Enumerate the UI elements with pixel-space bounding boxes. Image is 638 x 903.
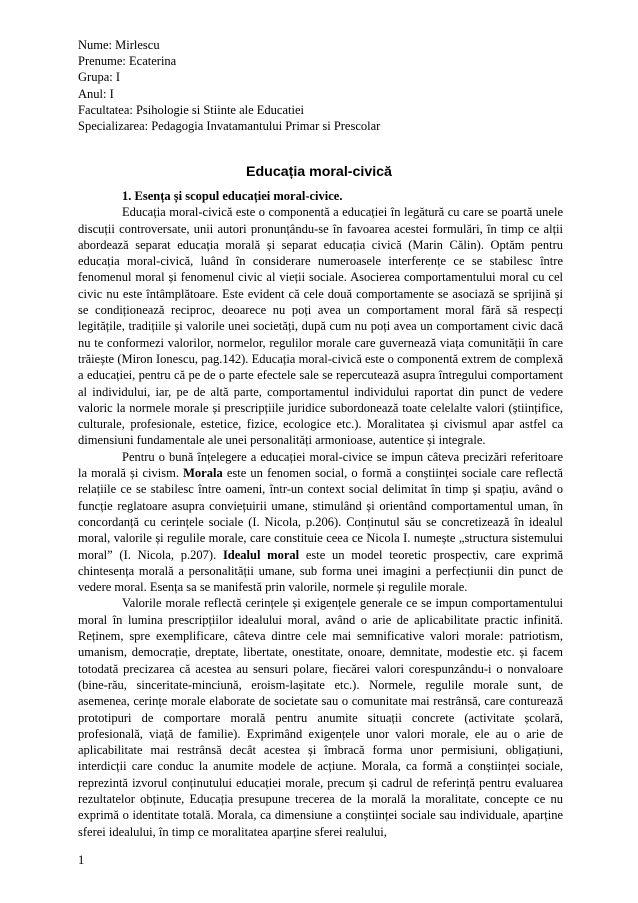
header-specializarea: Specializarea: Pedagogia Invatamantului Primar si Prescolar (78, 119, 381, 134)
term-idealul-moral: Idealul moral (222, 547, 300, 562)
paragraph-2 (78, 449, 563, 596)
section-heading: 1. Esența și scopul educației moral-civice. (122, 189, 343, 203)
paragraph-2-text-c: este un model teoretic prospectiv, care exprimă chintesența morală a personalității umane, sub forma unei imagini a perfecțiunii din punct de vedere moral. Esența sa se manifestă prin valorile, normele și regulile morale. (78, 547, 564, 595)
header-prenume: Prenume: Ecaterina (78, 54, 177, 69)
header-anul: Anul: I (78, 86, 114, 101)
paragraph-2-text-b: este un fenomen social, o formă a conștiinței sociale care reflectă relațiile ce se stabilesc între oameni, într-un context social delimitat în timp și spațiu, având o funcție reglatoare asupra conviețuirii umane, stimulând și orientând comportamentul uman, în concordanță cu cerințele sociale (I. Nicola, p.206). Conținutul său se concretizează în idealul moral, valorile și regulile morale, care constituie ceea ce Nicola I. numește „structura sistemului moral” (I. Nicola, p.207). (78, 466, 563, 562)
document-title: Educația moral-civică (246, 164, 392, 180)
paragraph-3: Valorile morale reflectă cerințele și exigențele generale ce se impun comportamentului moral în lumina prescripțiilor idealului moral, având o arie de aplicabilitate practic infinită. Reținem, spre exemplificare, câteva dintre cele mai semnificative valori morale: patriotism, umanism, democrație, dreptate, libertate, onestitate, onoare, demnitate, modestie etc. și facem totodată precizarea că acestea au sensuri polare, fiecărei valori corespunzându-i o nonvaloare (bine-rău, sinceritate-minciună, eroism-lașitate etc.). Normele, regulile morale sunt, de asemenea, cerințe morale elaborate de societate sau o comunitate mai restrânsă, care contureazǎ prototipuri de comportare morală pentru anumite situații concrete (activitate școlară, profesională, viață de familie). Exprimând exigențele unor valori morale, ele au o arie de aplicabilitate mai restrânsă decât acestea și îmbracă forma unor permisiuni, obligațiuni, interdicții care conduc la anumite modele de acțiune. Morala, ca formă a conștiinței sociale, reprezintă izvorul conținutului educației morale, precum și cadrul de referință pentru evaluarea rezultatelor obținute, Educația presupune trecerea de la morală la moralitate, concepte ce nu exprimă o identitate totală. Morala, ca dimensiune a conștiinței sociale sau individuale, aparține sferei idealului, în timp ce moralitatea aparține sferei realului, (78, 596, 563, 839)
term-morala: Morala (183, 466, 223, 481)
header-facultatea: Facultatea: Psihologie si Stiinte ale Educatiei (78, 102, 304, 117)
page-number: 1 (78, 853, 85, 867)
paragraph-1: Educația moral-civică este o componentă a educației în legătură cu care se poartă unele discuții controversate, unii autori pronunțându-se în favoarea acestei formulări, în timp ce alții abordează separat educația morală și separat educația civică (Marin Călin). Optăm pentru educația moral-civică, luând în considerare numeroasele interferențe ce se stabilesc între fenomenul moral și fenomenul civic al vieții sociale. Asocierea comportamentului moral cu cel civic nu este întâmplătoare. Este evident că cele două comportamente se asociază se sprijină și se condiționează reciproc, deoarece nu poți avea un comportament moral fără să respecți legitățile, tradițiile și valorile unei societăți, după cum nu poți avea un comportament civic dacă nu te conformezi valorilor, normelor, regulilor morale care guvernează viața comunității în care trăiește (Miron Ionescu, pag.142). Educația moral-civică este o componentă extrem de complexă a educației, pentru că pe de o parte efectele sale se repercutează asupra întregului comportament al individului, iar, pe de altă parte, comportamentul individului raportat din punct de vedere valoric la normele morale și prescripțiile juridice subordonează toate celelalte valori (științifice, culturale, profesionale, estetice, fizice, ecologice etc.). Moralitatea și civismul apar astfel ca dimensiuni fundamentale ale unei personalități armonioase, autentice și integrale. (78, 205, 563, 448)
document-body (78, 188, 563, 840)
header-nume: Nume: Mirlescu (78, 38, 160, 52)
paragraph-2-text-a: Pentru o bună înțelegere a educației moral-civice se impun câteva precizări referitoare la morală și civism. (78, 449, 563, 481)
header-grupa: Grupa: I (78, 70, 120, 85)
student-info-header (78, 37, 380, 134)
